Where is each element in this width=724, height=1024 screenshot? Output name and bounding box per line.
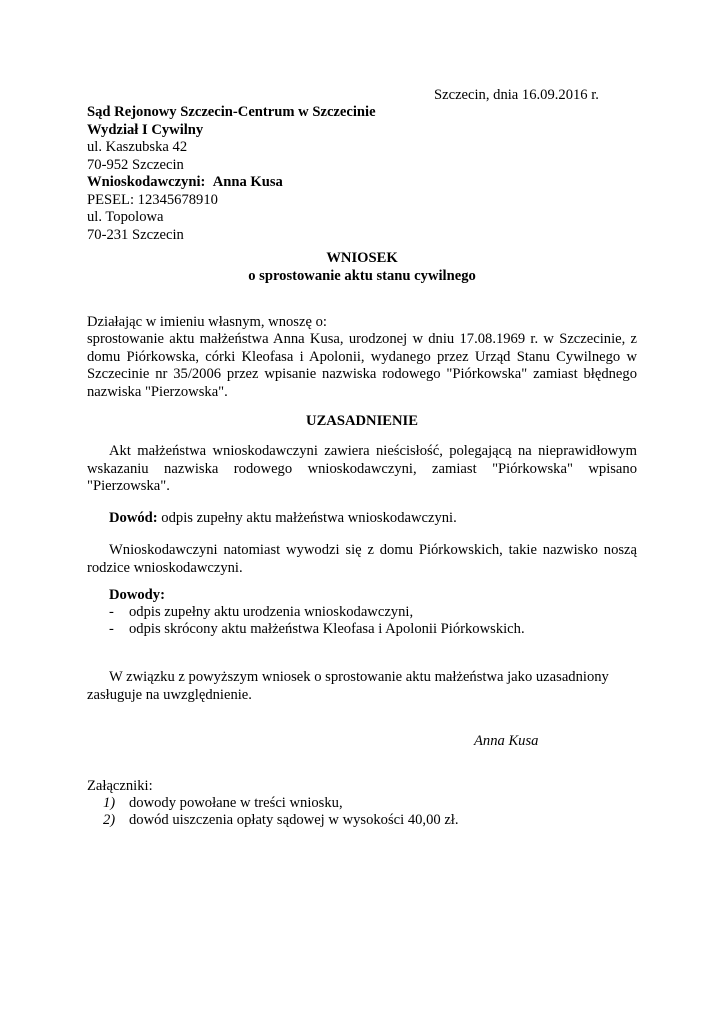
- justification-paragraph-1: Akt małżeństwa wnioskodawczyni zawiera nieścisłość, polegającą na nieprawidłowym wskazaniu nazwiska rodowego wnioskodawczyni, zamiast "Piórkowska" wpisano "Pierzowska".: [87, 443, 637, 494]
- dash-bullet: -: [109, 621, 114, 637]
- attachments-label: Załączniki:: [87, 778, 153, 794]
- request-text: sprostowanie aktu małżeństwa Anna Kusa, urodzonej w dniu 17.08.1969 r. w Szczecinie, z domu Piórkowska, córki Kleofasa i Apolonii, wydanego przez Urząd Stanu Cywilnego w Szczecinie nr 35/2006 przez wpisanie nazwiska rodowego "Piórkowska" zamiast błędnego nazwiska "Pierzowska".: [87, 331, 637, 400]
- address-block: [87, 104, 647, 244]
- place-date: Szczecin, dnia 16.09.2016 r.: [434, 87, 599, 103]
- court-city: 70-952 Szczecin: [87, 156, 184, 173]
- signature: Anna Kusa: [474, 733, 539, 749]
- justification-heading: UZASADNIENIE: [306, 413, 418, 429]
- evidence-item-2: odpis skrócony aktu małżeństwa Kleofasa i Apolonii Piórkowskich.: [129, 621, 525, 637]
- applicant-pesel: PESEL: 12345678910: [87, 191, 218, 208]
- conclusion-paragraph: W związku z powyższym wniosek o sprostowanie aktu małżeństwa jako uzasadniony zasługuje na uwzględnienie.: [87, 669, 609, 703]
- court-name: Sąd Rejonowy Szczecin-Centrum w Szczecinie: [87, 104, 376, 120]
- evidence-text: odpis zupełny aktu małżeństwa wnioskodawczyni.: [157, 510, 457, 526]
- evidence-line: [109, 510, 457, 528]
- applicant-label: Wnioskodawczyni:: [87, 174, 206, 190]
- attachment-text: dowody powołane w treści wniosku,: [129, 795, 343, 811]
- title-sub: o sprostowanie aktu stanu cywilnego: [248, 267, 476, 284]
- attachment-number: 2): [103, 812, 116, 828]
- applicant-line: [87, 174, 647, 192]
- request-intro: Działając w imieniu własnym, wnoszę o:: [87, 314, 327, 330]
- applicant-name: Anna Kusa: [212, 174, 283, 190]
- evidence-item-1: odpis zupełny aktu urodzenia wnioskodawczyni,: [129, 604, 414, 620]
- dash-bullet: -: [109, 604, 114, 620]
- evidences-block: [109, 587, 165, 605]
- attachment-number: 1): [103, 795, 116, 811]
- court-department: Wydział I Cywilny: [87, 121, 204, 138]
- document-title: [87, 250, 637, 285]
- court-street: ul. Kaszubska 42: [87, 139, 188, 155]
- applicant-city: 70-231 Szczecin: [87, 226, 184, 243]
- title-main: WNIOSEK: [326, 250, 398, 266]
- attachment-text: dowód uiszczenia opłaty sądowej w wysokości 40,00 zł.: [129, 812, 459, 828]
- evidences-label: Dowody:: [109, 587, 165, 603]
- justification-paragraph-2: Wnioskodawczyni natomiast wywodzi się z domu Piórkowskich, takie nazwisko noszą rodzice wnioskodawczyni.: [87, 542, 637, 576]
- evidence-label: Dowód:: [109, 510, 158, 526]
- applicant-street: ul. Topolowa: [87, 209, 164, 225]
